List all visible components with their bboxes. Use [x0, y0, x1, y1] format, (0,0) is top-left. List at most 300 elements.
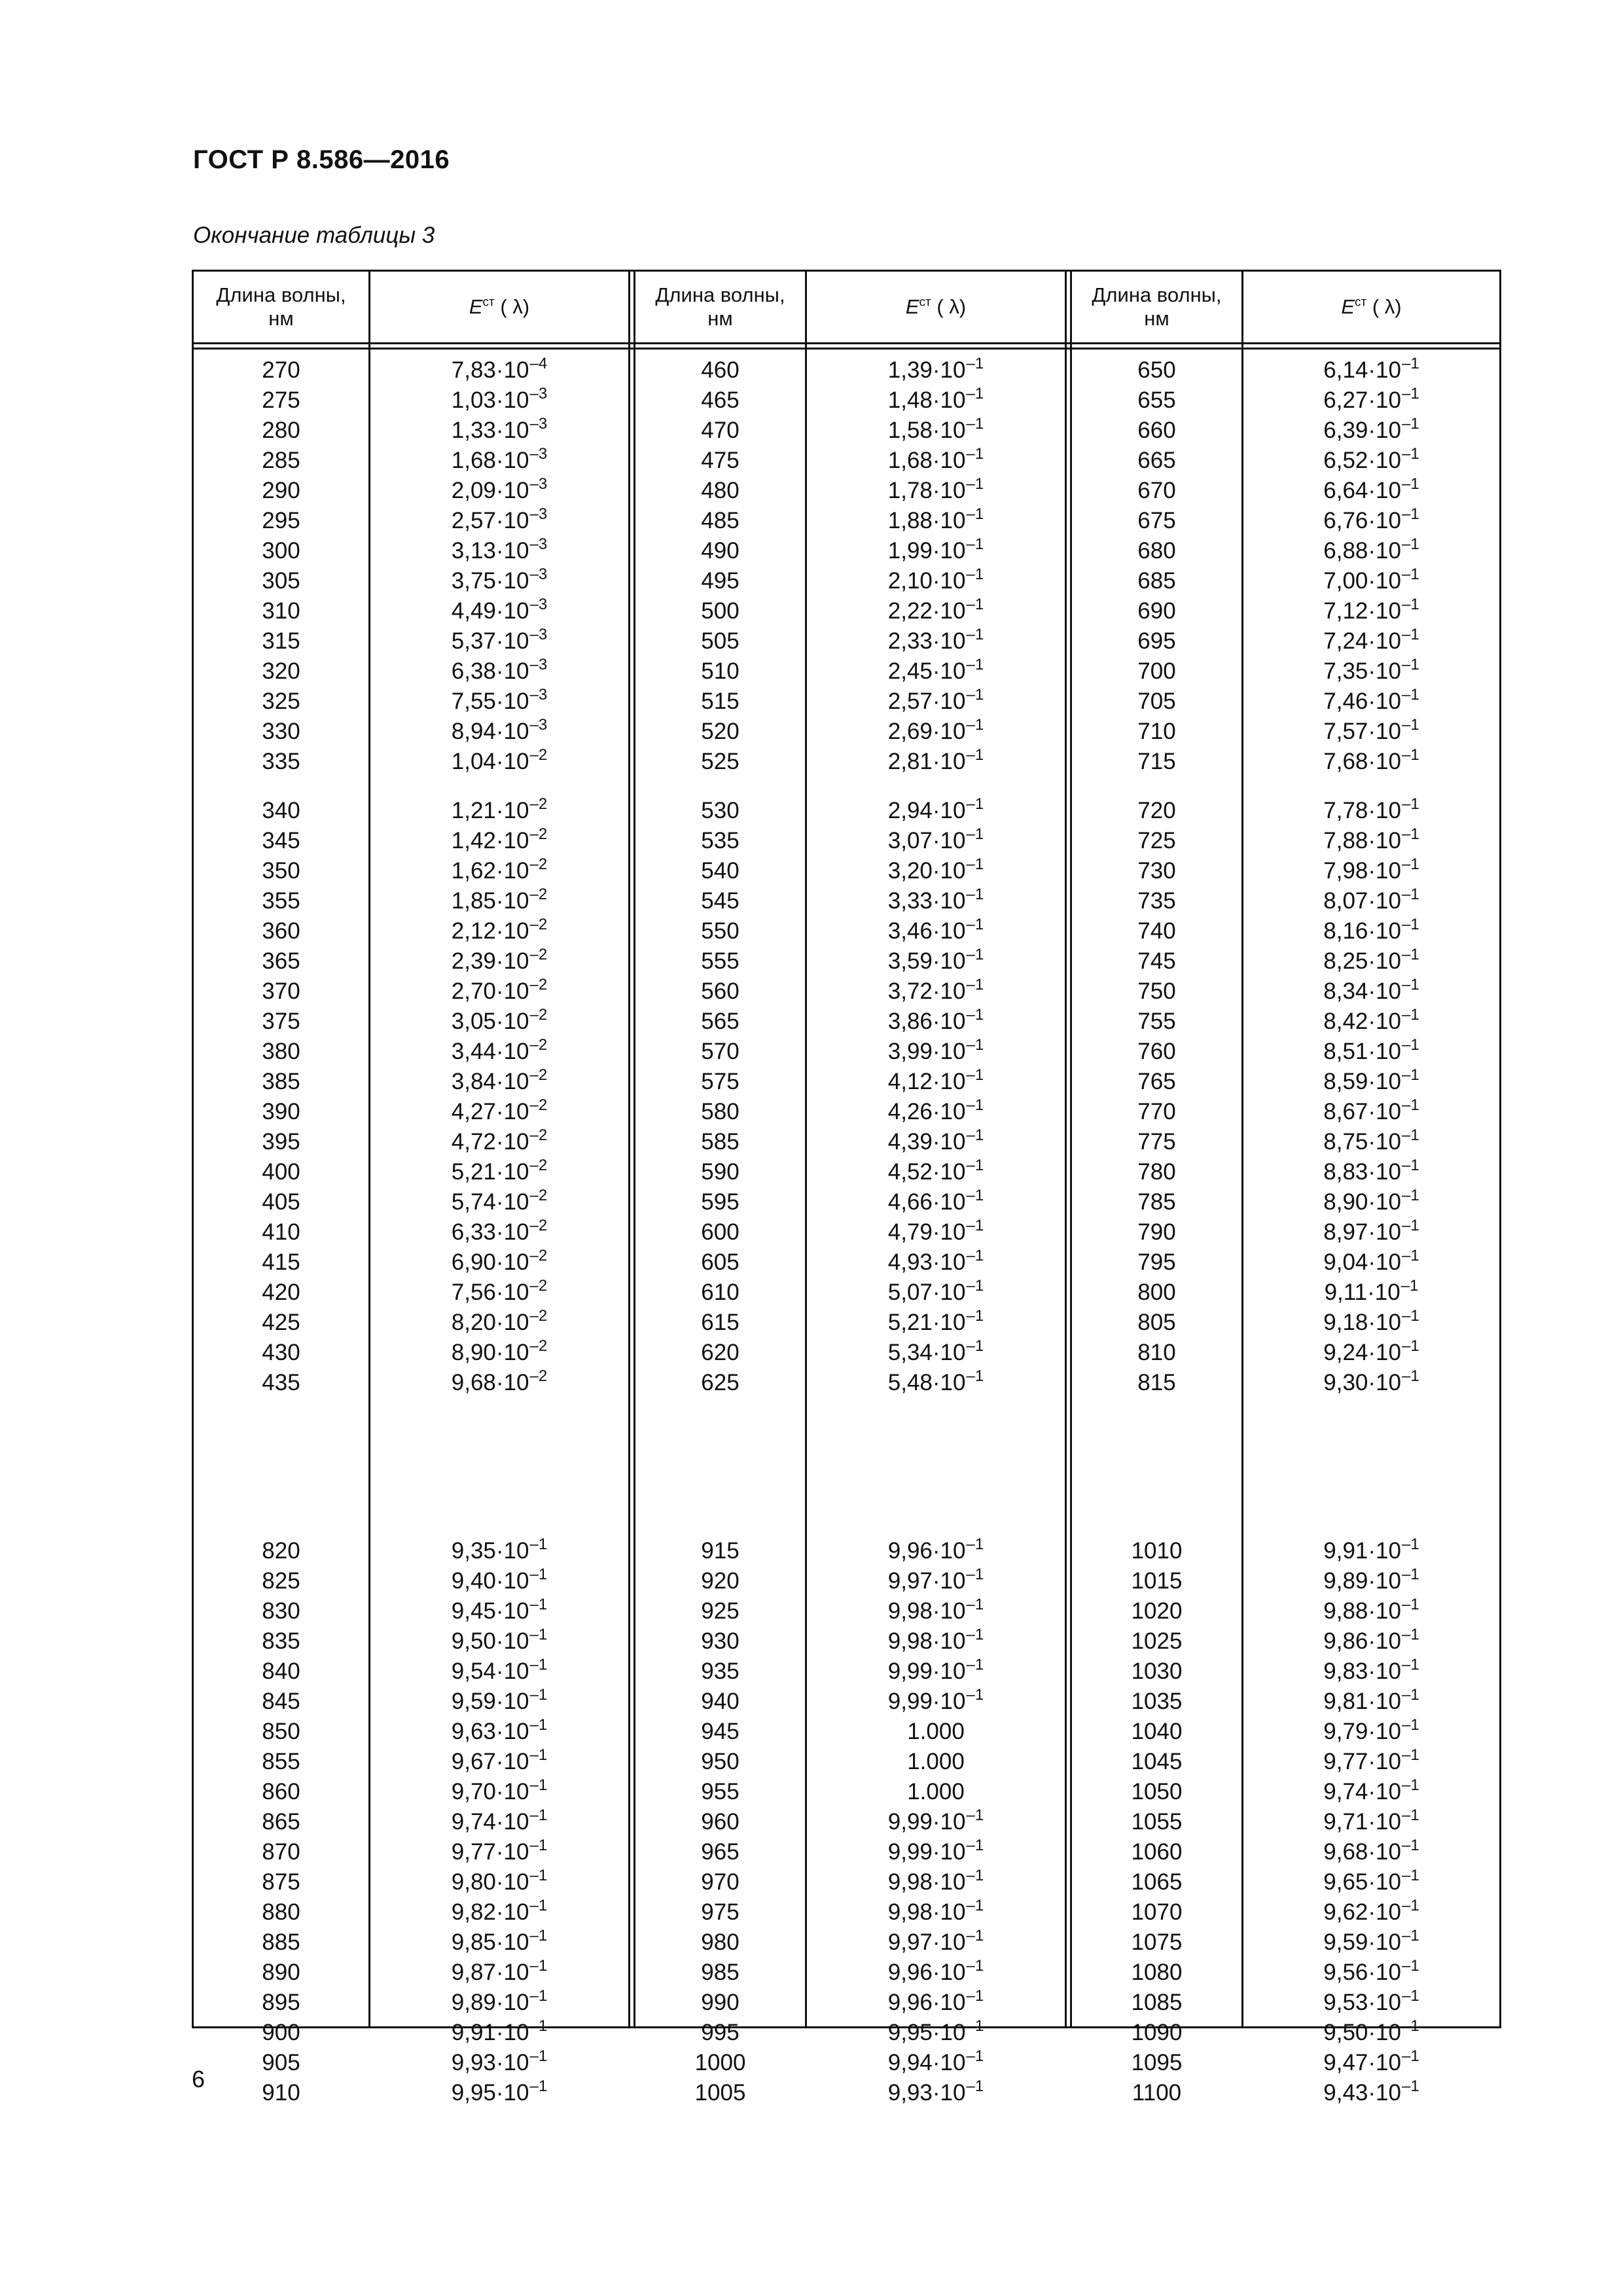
- value-exponent: –1: [529, 1566, 548, 1583]
- value-mantissa: 8,51: [1323, 1039, 1368, 1064]
- value-mantissa: 4,39: [887, 1129, 933, 1155]
- table-row: [192, 1867, 1501, 1897]
- value-base: ·10: [932, 538, 966, 564]
- value-exponent: –1: [966, 1277, 984, 1295]
- value-mantissa: 9,65: [1323, 1869, 1368, 1895]
- irradiance-value-cell: [807, 826, 1065, 856]
- table-row: [192, 566, 1501, 596]
- value-mantissa: 2,57: [887, 689, 933, 714]
- table-row: [192, 1278, 1501, 1308]
- value-exponent: –1: [529, 2077, 548, 2095]
- wavelength-cell: 275: [262, 387, 300, 413]
- value-mantissa: 2,69: [887, 719, 933, 744]
- irradiance-value-cell: [370, 1278, 628, 1308]
- irradiance-value-cell: [807, 1837, 1065, 1867]
- wavelength-cell: 280: [262, 418, 300, 443]
- value-exponent: –2: [529, 1066, 548, 1084]
- value-base: ·10: [495, 1659, 529, 1684]
- value-base: ·10: [932, 1249, 966, 1275]
- value-mantissa: 9,89: [1323, 1568, 1368, 1594]
- value-mantissa: 9,50: [1323, 2020, 1368, 2045]
- value-base: ·10: [495, 1809, 529, 1835]
- irradiance-value-cell: [1243, 1217, 1499, 1247]
- wavelength-cell: 460: [701, 357, 740, 383]
- irradiance-value-cell: [370, 1007, 628, 1037]
- irradiance-value-cell: [1243, 1988, 1499, 2018]
- irradiance-value-cell: [370, 1777, 628, 1807]
- wavelength-cell: 605: [701, 1249, 740, 1275]
- header-wavelength: [635, 272, 805, 342]
- value-mantissa: 2,57: [451, 508, 496, 533]
- value-base: ·10: [1368, 1219, 1401, 1245]
- value-mantissa: 9,99: [887, 1809, 933, 1835]
- wavelength-cell: 735: [1137, 888, 1176, 914]
- irradiance-value-cell: [1243, 1717, 1499, 1747]
- value-exponent: –3: [529, 686, 548, 704]
- value-exponent: –2: [529, 976, 548, 994]
- value-mantissa: 2,45: [887, 658, 933, 684]
- irradiance-value-cell: [1243, 386, 1499, 416]
- wavelength-cell: 395: [262, 1129, 300, 1155]
- value-base: ·10: [932, 2080, 966, 2106]
- wavelength-cell: 920: [701, 1568, 740, 1594]
- irradiance-value-cell: [807, 977, 1065, 1007]
- value-base: ·10: [932, 1280, 966, 1305]
- wavelength-cell: 475: [701, 448, 740, 473]
- value-mantissa: 9,89: [451, 1990, 496, 2015]
- irradiance-value-cell: [370, 476, 628, 506]
- value-mantissa: 9,85: [451, 1929, 496, 1955]
- wavelength-cell: 435: [262, 1370, 300, 1395]
- value-exponent: –3: [529, 716, 548, 734]
- header-value-arg: ( λ): [931, 295, 967, 318]
- wavelength-cell: 715: [1137, 749, 1176, 774]
- value-mantissa: 7,88: [1323, 828, 1368, 853]
- value-exponent: –1: [966, 1126, 984, 1144]
- value-mantissa: 9,62: [1323, 1899, 1368, 1925]
- value-exponent: –1: [966, 795, 984, 813]
- value-base: ·10: [932, 1960, 966, 1985]
- value-exponent: –1: [1402, 886, 1419, 903]
- value-base: ·10: [495, 918, 529, 944]
- value-base: ·10: [495, 1990, 529, 2015]
- value-mantissa: 3,99: [887, 1039, 933, 1064]
- value-mantissa: 9,77: [1323, 1749, 1368, 1774]
- value-base: ·10: [932, 1129, 966, 1155]
- value-base: ·10: [495, 689, 529, 714]
- value-mantissa: 9,77: [451, 1839, 496, 1865]
- value-mantissa: 9,87: [451, 1960, 496, 1985]
- value-mantissa: 9,35: [451, 1538, 496, 1564]
- irradiance-value-cell: [1243, 2048, 1499, 2078]
- irradiance-value-cell: [1243, 1187, 1499, 1217]
- value-mantissa: 8,07: [1323, 888, 1368, 914]
- value-exponent: –1: [1402, 1867, 1419, 1884]
- irradiance-value-cell: [370, 946, 628, 977]
- irradiance-value-cell: [807, 536, 1065, 566]
- standard-header: ГОСТ Р 8.586—2016: [193, 145, 450, 174]
- value-exponent: –2: [529, 886, 548, 903]
- value-mantissa: 9,43: [1323, 2080, 1368, 2106]
- value-exponent: –1: [966, 355, 984, 372]
- value-mantissa: 9,40: [451, 1568, 496, 1594]
- irradiance-value-cell: [807, 1626, 1065, 1657]
- wavelength-cell: 410: [262, 1219, 300, 1245]
- header-value: [807, 272, 1065, 342]
- value-mantissa: 3,86: [887, 1009, 933, 1034]
- wavelength-cell: 420: [262, 1280, 300, 1305]
- value-exponent: –1: [966, 1006, 984, 1024]
- irradiance-value-cell: [1243, 1127, 1499, 1157]
- value-exponent: –1: [966, 1367, 984, 1385]
- value-mantissa: 1.000: [907, 1749, 965, 1774]
- header-wavelength-line1: Длина волны,: [655, 283, 785, 306]
- wavelength-cell: 350: [262, 858, 300, 884]
- wavelength-cell: 1035: [1131, 1689, 1183, 1714]
- value-exponent: –1: [529, 1867, 548, 1884]
- header-wavelength-unit: нм: [707, 307, 733, 330]
- wavelength-cell: 945: [701, 1719, 740, 1744]
- value-mantissa: 3,07: [887, 828, 933, 853]
- value-exponent: –1: [966, 1066, 984, 1084]
- value-exponent: –1: [1402, 976, 1419, 994]
- value-mantissa: 2,09: [451, 478, 496, 503]
- wavelength-cell: 405: [262, 1189, 300, 1215]
- irradiance-value-cell: [1243, 1747, 1499, 1777]
- value-base: ·10: [495, 2020, 529, 2045]
- irradiance-value-cell: [807, 856, 1065, 886]
- wavelength-cell: 550: [701, 918, 740, 944]
- wavelength-cell: 595: [701, 1189, 740, 1215]
- value-exponent: –1: [966, 1157, 984, 1174]
- irradiance-value-cell: [807, 1097, 1065, 1127]
- irradiance-value-cell: [370, 2018, 628, 2048]
- wavelength-cell: 365: [262, 948, 300, 974]
- value-exponent: –1: [1402, 686, 1419, 704]
- irradiance-value-cell: [807, 717, 1065, 747]
- irradiance-value-cell: [370, 1187, 628, 1217]
- wavelength-cell: 910: [262, 2080, 300, 2106]
- value-exponent: –1: [1402, 2017, 1419, 2035]
- wavelength-cell: 905: [262, 2050, 300, 2075]
- value-exponent: –1: [529, 1716, 548, 1734]
- value-base: ·10: [495, 448, 529, 473]
- value-base: ·10: [932, 1538, 966, 1564]
- value-exponent: –3: [529, 415, 548, 433]
- irradiance-value-cell: [807, 1157, 1065, 1187]
- value-base: ·10: [1368, 1129, 1401, 1155]
- wavelength-cell: 470: [701, 418, 740, 443]
- irradiance-value-cell: [807, 1897, 1065, 1928]
- value-base: ·10: [1368, 1370, 1401, 1395]
- value-base: ·10: [932, 1370, 966, 1395]
- value-mantissa: 4,27: [451, 1099, 496, 1124]
- table-row: [192, 1368, 1501, 1398]
- wavelength-cell: 285: [262, 448, 300, 473]
- value-exponent: –2: [529, 916, 548, 933]
- wavelength-cell: 695: [1137, 628, 1176, 654]
- irradiance-value-cell: [370, 566, 628, 596]
- value-mantissa: 9,80: [451, 1869, 496, 1895]
- irradiance-value-cell: [1243, 1777, 1499, 1807]
- table-row: [192, 416, 1501, 446]
- value-exponent: –1: [966, 976, 984, 994]
- value-base: ·10: [932, 749, 966, 774]
- value-exponent: –2: [529, 795, 548, 813]
- value-mantissa: 1,04: [451, 749, 496, 774]
- value-mantissa: 7,46: [1323, 689, 1368, 714]
- value-base: ·10: [932, 658, 966, 684]
- header-value-symbol: E: [1341, 295, 1355, 318]
- value-base: ·10: [932, 1568, 966, 1594]
- value-exponent: –1: [529, 1656, 548, 1674]
- value-base: ·10: [932, 478, 966, 503]
- value-exponent: –2: [529, 1247, 548, 1265]
- value-base: ·10: [932, 357, 966, 383]
- value-base: ·10: [495, 1340, 529, 1365]
- irradiance-value-cell: [1243, 1007, 1499, 1037]
- value-exponent: –2: [529, 1096, 548, 1114]
- value-exponent: –1: [966, 825, 984, 843]
- value-exponent: –1: [1402, 1217, 1419, 1234]
- value-exponent: –1: [1402, 946, 1419, 963]
- value-mantissa: 1,99: [887, 538, 933, 564]
- irradiance-value-cell: [370, 1536, 628, 1566]
- wavelength-cell: 375: [262, 1009, 300, 1034]
- irradiance-value-cell: [807, 355, 1065, 386]
- wavelength-cell: 625: [701, 1370, 740, 1395]
- wavelength-cell: 990: [701, 1990, 740, 2015]
- irradiance-value-cell: [1243, 1338, 1499, 1368]
- value-mantissa: 7,35: [1323, 658, 1368, 684]
- value-mantissa: 3,20: [887, 858, 933, 884]
- value-exponent: –3: [529, 626, 548, 643]
- table-row: [192, 386, 1501, 416]
- header-wavelength: [194, 272, 368, 342]
- header-value-symbol: E: [469, 295, 483, 318]
- value-base: ·10: [932, 1929, 966, 1955]
- table-row: [192, 1988, 1501, 2018]
- value-exponent: –1: [1402, 795, 1419, 813]
- irradiance-value-cell: [1243, 355, 1499, 386]
- table-row: [192, 1127, 1501, 1157]
- wavelength-cell: 750: [1137, 978, 1176, 1004]
- irradiance-value-cell: [370, 747, 628, 777]
- value-base: ·10: [1368, 387, 1401, 413]
- wavelength-cell: 970: [701, 1869, 740, 1895]
- value-exponent: –1: [1402, 445, 1419, 463]
- value-exponent: –1: [966, 1596, 984, 1613]
- value-base: ·10: [932, 1310, 966, 1335]
- irradiance-value-cell: [370, 2078, 628, 2108]
- value-mantissa: 6,33: [451, 1219, 496, 1245]
- value-mantissa: 8,67: [1323, 1099, 1368, 1124]
- value-base: ·10: [495, 798, 529, 823]
- table-row: [192, 1837, 1501, 1867]
- header-wavelength: [1072, 272, 1241, 342]
- irradiance-value-cell: [1243, 1097, 1499, 1127]
- value-exponent: –1: [1402, 1897, 1419, 1914]
- value-mantissa: 9,68: [451, 1370, 496, 1395]
- value-base: ·10: [932, 1219, 966, 1245]
- value-mantissa: 2,81: [887, 749, 933, 774]
- wavelength-cell: 490: [701, 538, 740, 564]
- value-mantissa: 9,93: [887, 2080, 933, 2106]
- value-base: ·10: [932, 978, 966, 1004]
- value-base: ·10: [1368, 1568, 1401, 1594]
- wavelength-cell: 710: [1137, 719, 1176, 744]
- table-row: [192, 1687, 1501, 1717]
- wavelength-cell: 355: [262, 888, 300, 914]
- value-base: ·10: [932, 1189, 966, 1215]
- value-base: ·10: [495, 948, 529, 974]
- irradiance-value-cell: [807, 506, 1065, 536]
- value-base: ·10: [1368, 478, 1401, 503]
- irradiance-value-cell: [1243, 1837, 1499, 1867]
- value-mantissa: 1,58: [887, 418, 933, 443]
- value-exponent: –1: [1402, 1036, 1419, 1054]
- value-mantissa: 1.000: [907, 1779, 965, 1804]
- wavelength-cell: 860: [262, 1779, 300, 1804]
- wavelength-cell: 980: [701, 1929, 740, 1955]
- wavelength-cell: 370: [262, 978, 300, 1004]
- value-base: ·10: [1368, 689, 1401, 714]
- value-exponent: –1: [1402, 1837, 1419, 1854]
- value-base: ·10: [1368, 1689, 1401, 1714]
- value-mantissa: 8,94: [451, 719, 496, 744]
- value-mantissa: 9,83: [1323, 1659, 1368, 1684]
- irradiance-value-cell: [807, 1217, 1065, 1247]
- table-row: [192, 1247, 1501, 1278]
- value-mantissa: 1,48: [887, 387, 933, 413]
- value-mantissa: 9,24: [1323, 1340, 1368, 1365]
- value-base: ·10: [1367, 1280, 1400, 1305]
- wavelength-cell: 745: [1137, 948, 1176, 974]
- value-mantissa: 9,94: [887, 2050, 933, 2075]
- value-base: ·10: [495, 1129, 529, 1155]
- value-exponent: –1: [1402, 916, 1419, 933]
- data-table: [192, 270, 1501, 2106]
- irradiance-value-cell: [370, 1687, 628, 1717]
- value-mantissa: 4,49: [451, 598, 496, 624]
- value-base: ·10: [1368, 948, 1401, 974]
- value-exponent: –1: [1402, 1367, 1419, 1385]
- value-mantissa: 5,21: [451, 1159, 496, 1185]
- header-wavelength-line1: Длина волны,: [216, 283, 346, 306]
- value-exponent: –2: [529, 1126, 548, 1144]
- value-base: ·10: [932, 798, 966, 823]
- value-base: ·10: [932, 948, 966, 974]
- value-base: ·10: [932, 1598, 966, 1624]
- value-exponent: –1: [966, 2047, 984, 2065]
- wavelength-cell: 600: [701, 1219, 740, 1245]
- header-value-symbol: E: [905, 295, 919, 318]
- irradiance-value-cell: [807, 566, 1065, 596]
- value-base: ·10: [1368, 448, 1401, 473]
- wavelength-cell: 380: [262, 1039, 300, 1064]
- value-base: ·10: [495, 628, 529, 654]
- table-row: [192, 796, 1501, 826]
- irradiance-value-cell: [807, 916, 1065, 946]
- value-exponent: –1: [1402, 1187, 1419, 1204]
- value-mantissa: 1,03: [451, 387, 496, 413]
- value-mantissa: 4,52: [887, 1159, 933, 1185]
- value-mantissa: 3,05: [451, 1009, 496, 1034]
- value-base: ·10: [1368, 1340, 1401, 1365]
- wavelength-cell: 535: [701, 828, 740, 853]
- wavelength-cell: 845: [262, 1689, 300, 1714]
- wavelength-cell: 570: [701, 1039, 740, 1064]
- value-base: ·10: [932, 828, 966, 853]
- value-exponent: –1: [966, 415, 984, 433]
- value-base: ·10: [1368, 1990, 1401, 2015]
- irradiance-value-cell: [807, 416, 1065, 446]
- wavelength-cell: 620: [701, 1340, 740, 1365]
- value-mantissa: 3,72: [887, 978, 933, 1004]
- value-exponent: –1: [529, 1746, 548, 1764]
- wavelength-cell: 1000: [694, 2050, 746, 2075]
- value-mantissa: 9,98: [887, 1869, 933, 1895]
- wavelength-cell: 765: [1137, 1069, 1176, 1094]
- value-mantissa: 1,68: [451, 448, 496, 473]
- value-exponent: –2: [529, 1006, 548, 1024]
- value-mantissa: 9,04: [1323, 1249, 1368, 1275]
- irradiance-value-cell: [807, 1308, 1065, 1338]
- wavelength-cell: 485: [701, 508, 740, 533]
- irradiance-value-cell: [1243, 886, 1499, 916]
- table-row: [192, 826, 1501, 856]
- value-exponent: –3: [529, 656, 548, 673]
- value-mantissa: 5,21: [887, 1310, 933, 1335]
- value-mantissa: 9,99: [887, 1839, 933, 1865]
- value-mantissa: 9,59: [1323, 1929, 1368, 1955]
- value-mantissa: 9,68: [1323, 1839, 1368, 1865]
- value-exponent: –1: [966, 626, 984, 643]
- irradiance-value-cell: [370, 1067, 628, 1097]
- value-mantissa: 9,79: [1323, 1719, 1368, 1744]
- value-base: ·10: [932, 448, 966, 473]
- value-mantissa: 9,50: [451, 1628, 496, 1654]
- header-wavelength-line1: Длина волны,: [1092, 283, 1222, 306]
- wavelength-cell: 1080: [1131, 1960, 1183, 1985]
- value-exponent: –2: [529, 1036, 548, 1054]
- wavelength-cell: 720: [1137, 798, 1176, 823]
- irradiance-value-cell: [807, 2048, 1065, 2078]
- value-base: ·10: [495, 1869, 529, 1895]
- value-base: ·10: [495, 1159, 529, 1185]
- value-exponent: –1: [1400, 1277, 1419, 1295]
- irradiance-value-cell: [370, 1958, 628, 1988]
- irradiance-value-cell: [370, 1837, 628, 1867]
- value-base: ·10: [495, 2050, 529, 2075]
- irradiance-value-cell: [370, 355, 628, 386]
- value-base: ·10: [495, 357, 529, 383]
- value-base: ·10: [1368, 1628, 1401, 1654]
- value-mantissa: 9,91: [1323, 1538, 1368, 1564]
- value-exponent: –1: [1402, 1987, 1419, 2005]
- value-exponent: –1: [966, 445, 984, 463]
- wavelength-cell: 875: [262, 1869, 300, 1895]
- value-base: ·10: [1368, 858, 1401, 884]
- header-rule-double: [192, 348, 1501, 350]
- value-mantissa: 9,18: [1323, 1310, 1368, 1335]
- irradiance-value-cell: [1243, 946, 1499, 977]
- table-row: [192, 856, 1501, 886]
- wavelength-cell: 360: [262, 918, 300, 944]
- table-row: [192, 717, 1501, 747]
- value-mantissa: 9,82: [451, 1899, 496, 1925]
- table-row: [192, 1338, 1501, 1368]
